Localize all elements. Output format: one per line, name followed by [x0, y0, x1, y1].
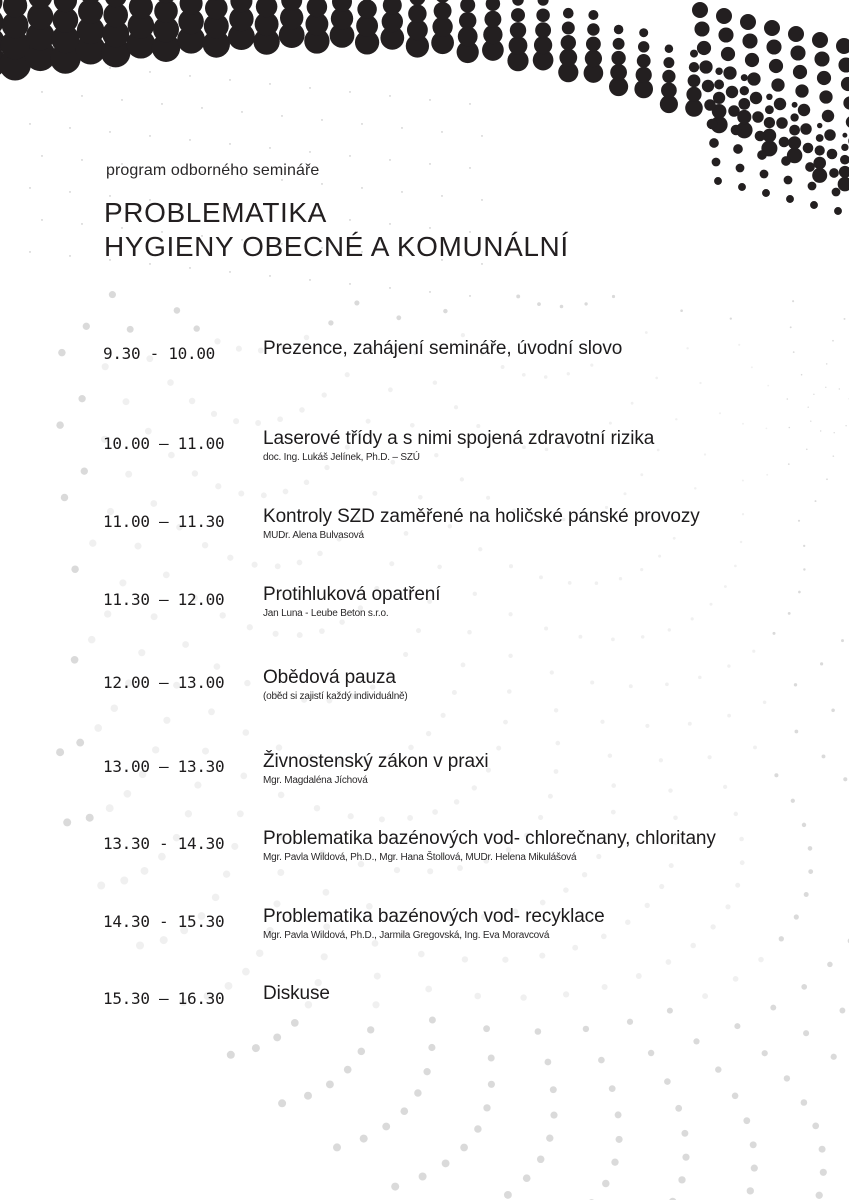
schedule-speaker: Mgr. Pavla Wildová, Ph.D., Mgr. Hana Štollová, MUDr. Helena Mikulášová — [263, 852, 577, 863]
schedule-topic: Protihluková opatření — [263, 584, 441, 605]
seminar-subtitle: program odborného semináře — [106, 162, 320, 179]
schedule-speaker: Mgr. Magdaléna Jíchová — [263, 775, 368, 786]
schedule-topic: Kontroly SZD zaměřené na holičské pánské provozy — [263, 506, 700, 527]
schedule-topic: Diskuse — [263, 983, 330, 1004]
schedule-topic: Laserové třídy a s nimi spojená zdravotní rizika — [263, 428, 655, 449]
seminar-title-line-1: PROBLEMATIKA — [104, 197, 327, 228]
seminar-title — [104, 196, 569, 264]
schedule-time: 9.30 - 10.00 — [103, 344, 215, 363]
schedule-speaker: Mgr. Pavla Wildová, Ph.D., Jarmila Gregovská, Ing. Eva Moravcová — [263, 930, 550, 941]
seminar-title-line-2: HYGIENY OBECNÉ A KOMUNÁLNÍ — [104, 231, 569, 262]
schedule-speaker: MUDr. Alena Bulvasová — [263, 530, 364, 541]
schedule-time: 12.00 – 13.00 — [103, 673, 225, 692]
schedule-topic: Prezence, zahájení semináře, úvodní slovo — [263, 338, 623, 359]
schedule-topic: Problematika bazénových vod- recyklace — [263, 906, 605, 927]
schedule-time: 15.30 – 16.30 — [103, 989, 225, 1008]
schedule-topic: Živnostenský zákon v praxi — [263, 751, 489, 772]
schedule-time: 13.30 - 14.30 — [103, 834, 225, 853]
schedule-time: 14.30 - 15.30 — [103, 912, 225, 931]
schedule-topic: Problematika bazénových vod- chlorečnany, chloritany — [263, 828, 716, 849]
schedule-speaker: (oběd si zajistí každý individuálně) — [263, 691, 408, 702]
schedule-time: 11.30 – 12.00 — [103, 590, 225, 609]
schedule-topic: Obědová pauza — [263, 667, 396, 688]
schedule-time: 11.00 – 11.30 — [103, 512, 225, 531]
schedule-speaker: Jan Luna - Leube Beton s.r.o. — [263, 608, 389, 619]
schedule-time: 13.00 – 13.30 — [103, 757, 225, 776]
schedule-time: 10.00 – 11.00 — [103, 434, 225, 453]
schedule-speaker: doc. Ing. Lukáš Jelínek, Ph.D. – SZÚ — [263, 452, 420, 463]
